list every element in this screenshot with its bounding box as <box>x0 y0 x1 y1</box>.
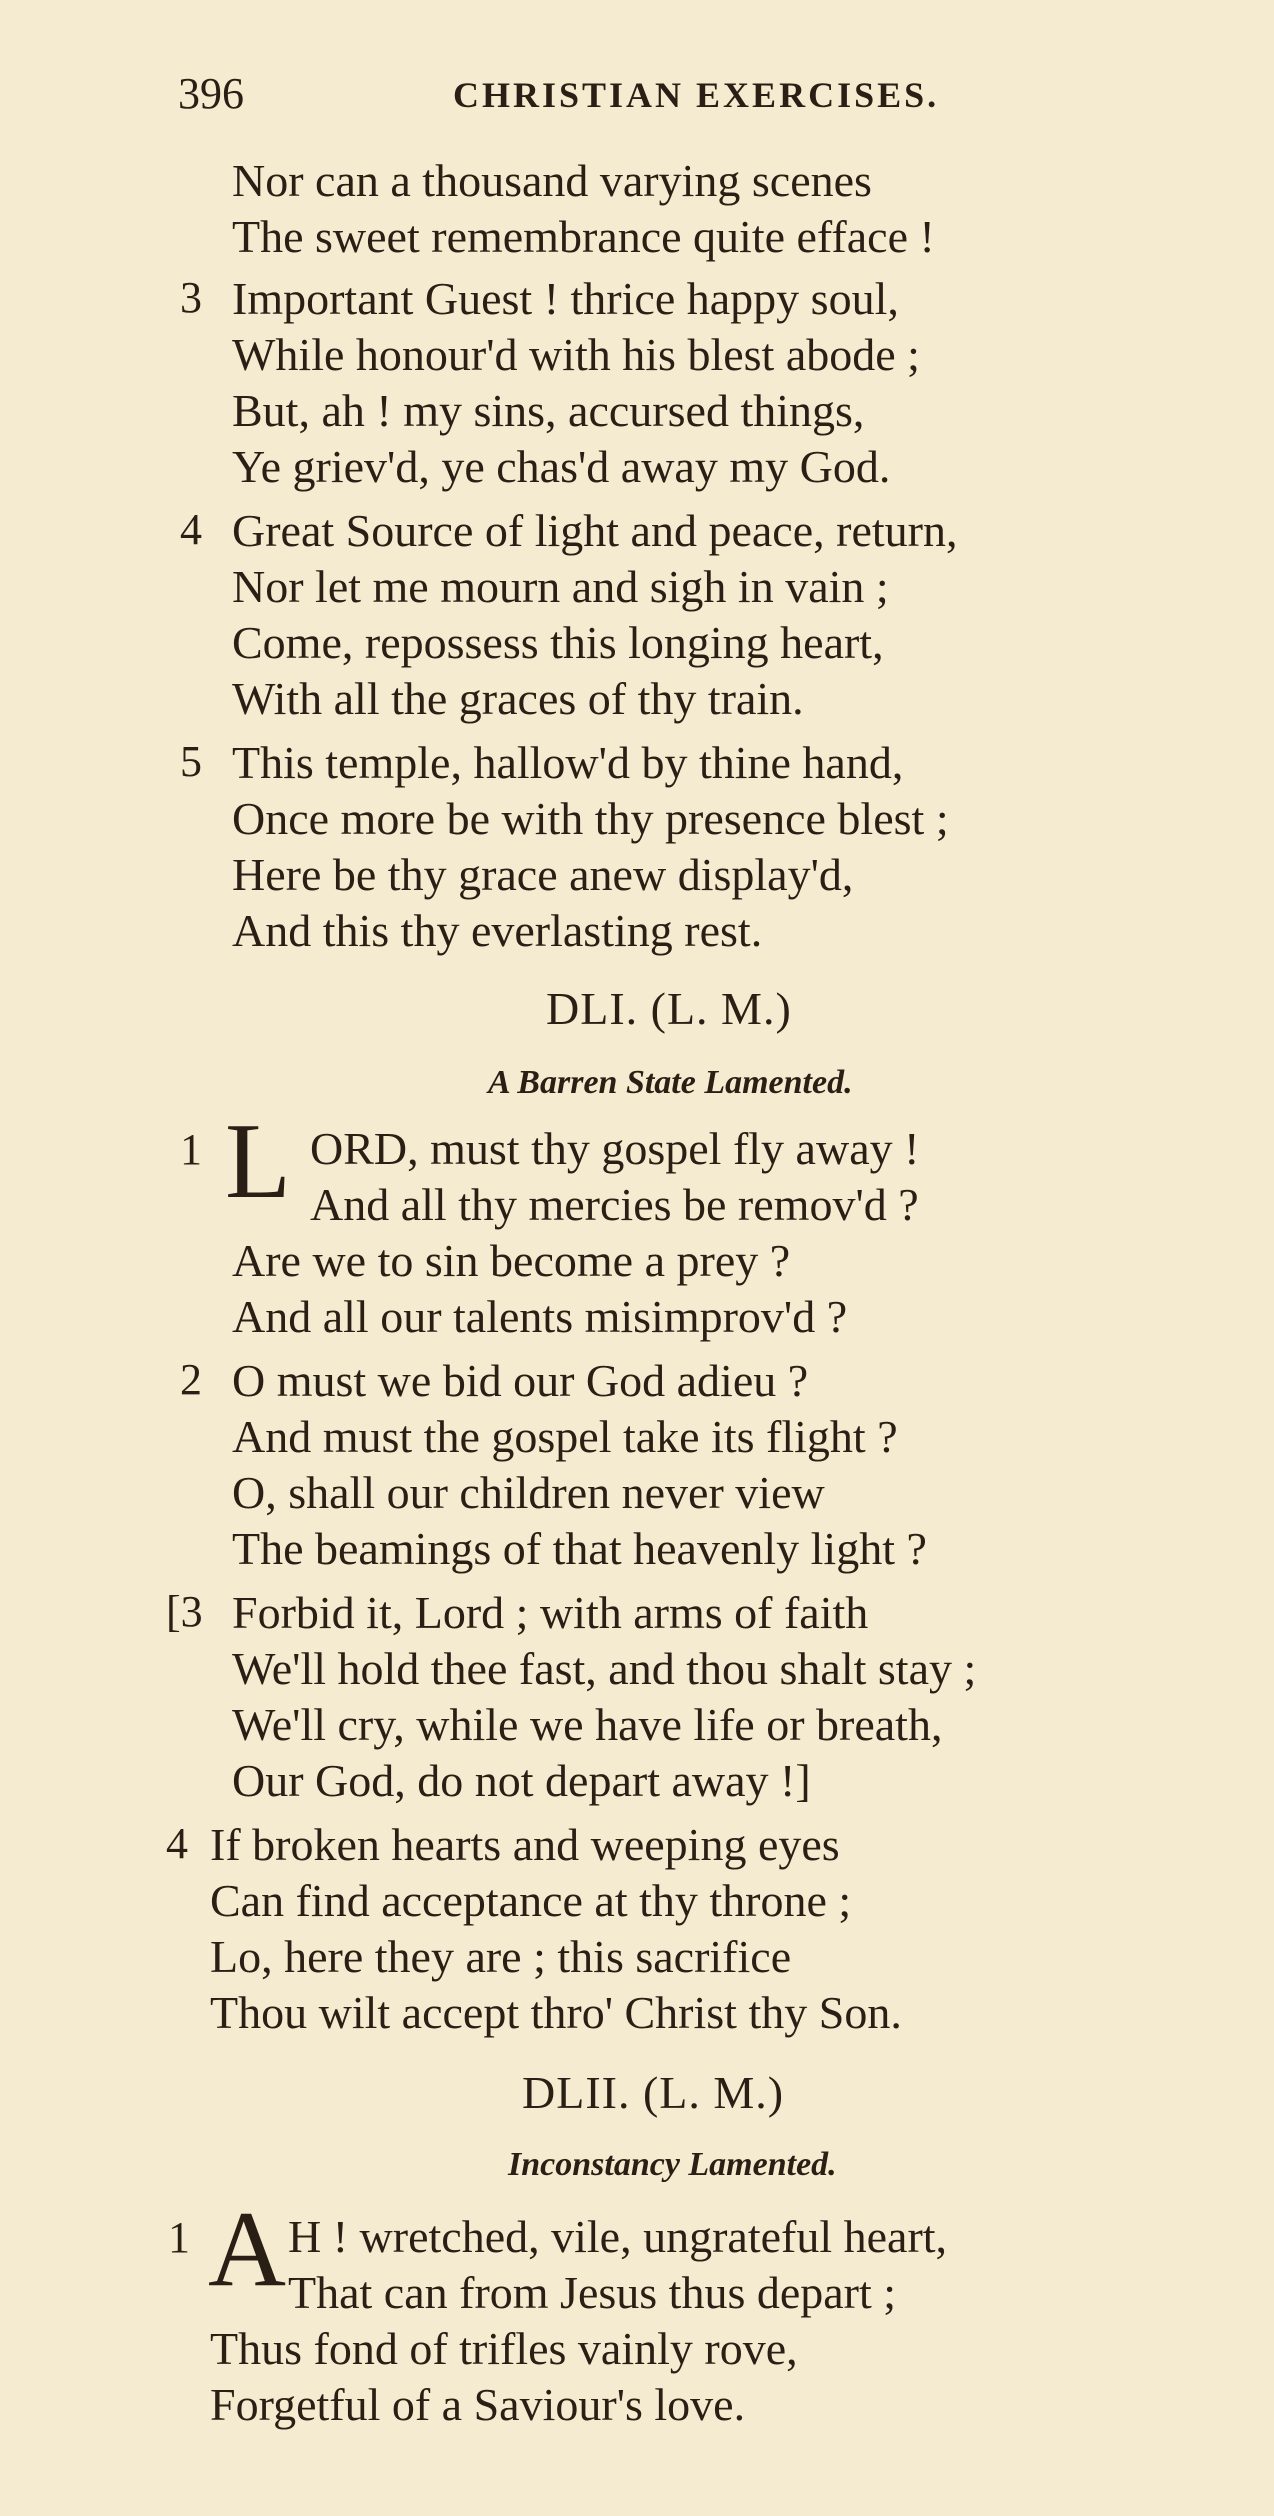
verse-line: And this thy everlasting rest. <box>232 905 763 956</box>
verse-line: O must we bid our God adieu ? <box>232 1355 809 1406</box>
stanza-number: 5 <box>180 737 202 786</box>
stanza-number: 3 <box>180 273 202 322</box>
verse-line: H ! wretched, vile, ungrateful heart, <box>288 2211 948 2262</box>
page-header <box>178 68 1078 128</box>
stanza-number: 4 <box>166 1819 188 1868</box>
verse-line: Can find acceptance at thy throne ; <box>210 1875 852 1926</box>
stanza-number: [3 <box>166 1587 203 1636</box>
verse-line: Forgetful of a Saviour's love. <box>210 2379 746 2430</box>
verse-line: Nor let me mourn and sigh in vain ; <box>232 561 889 612</box>
verse-line: And all our talents misimprov'd ? <box>232 1291 848 1342</box>
verse-line: This temple, hallow'd by thine hand, <box>232 737 904 788</box>
verse-line: ORD, must thy gospel fly away ! <box>310 1123 920 1174</box>
verse-line: Ye griev'd, ye chas'd away my God. <box>232 441 891 492</box>
verse-line: If broken hearts and weeping eyes <box>210 1819 840 1870</box>
verse-line: With all the graces of thy train. <box>232 673 804 724</box>
verse-line: While honour'd with his blest abode ; <box>232 329 920 380</box>
page-number: 396 <box>178 69 244 118</box>
verse-line: We'll hold thee fast, and thou shalt stay ; <box>232 1643 977 1694</box>
drop-cap: A <box>208 2190 286 2309</box>
running-title: CHRISTIAN EXERCISES. <box>453 75 940 115</box>
hymn-title: DLII. (L. M.) <box>522 2067 785 2118</box>
verse-line: Nor can a thousand varying scenes <box>232 155 872 206</box>
verse-line: Thou wilt accept thro' Christ thy Son. <box>210 1987 902 2038</box>
verse-line: Come, repossess this longing heart, <box>232 617 884 668</box>
verse-line: Lo, here they are ; this sacrifice <box>210 1931 792 1982</box>
verse-line: Forbid it, Lord ; with arms of faith <box>232 1587 869 1638</box>
verse-line: Important Guest ! thrice happy soul, <box>232 273 899 324</box>
hymn-subtitle: Inconstancy Lamented. <box>508 2146 837 2183</box>
verse-line: The sweet remembrance quite efface ! <box>232 211 935 262</box>
drop-cap: L <box>225 1102 291 1221</box>
verse-line: O, shall our children never view <box>232 1467 825 1518</box>
stanza-number: 2 <box>180 1355 202 1404</box>
verse-line: Are we to sin become a prey ? <box>232 1235 791 1286</box>
verse-line: Once more be with thy presence blest ; <box>232 793 949 844</box>
hymn-subtitle: A Barren State Lamented. <box>488 1064 853 1101</box>
verse-line: Our God, do not depart away !] <box>232 1755 811 1806</box>
verse-line: And all thy mercies be remov'd ? <box>310 1179 919 1230</box>
hymn-title: DLI. (L. M.) <box>546 983 792 1034</box>
verse-line: We'll cry, while we have life or breath, <box>232 1699 943 1750</box>
verse-line: Here be thy grace anew display'd, <box>232 849 854 900</box>
verse-line: And must the gospel take its flight ? <box>232 1411 898 1462</box>
stanza-number: 1 <box>180 1125 202 1174</box>
verse-line: That can from Jesus thus depart ; <box>288 2267 897 2318</box>
verse-line: Thus fond of trifles vainly rove, <box>210 2323 798 2374</box>
verse-line: The beamings of that heavenly light ? <box>232 1523 927 1574</box>
verse-line: But, ah ! my sins, accursed things, <box>232 385 865 436</box>
stanza-number: 1 <box>168 2213 190 2262</box>
stanza-number: 4 <box>180 505 202 554</box>
verse-line: Great Source of light and peace, return, <box>232 505 958 556</box>
